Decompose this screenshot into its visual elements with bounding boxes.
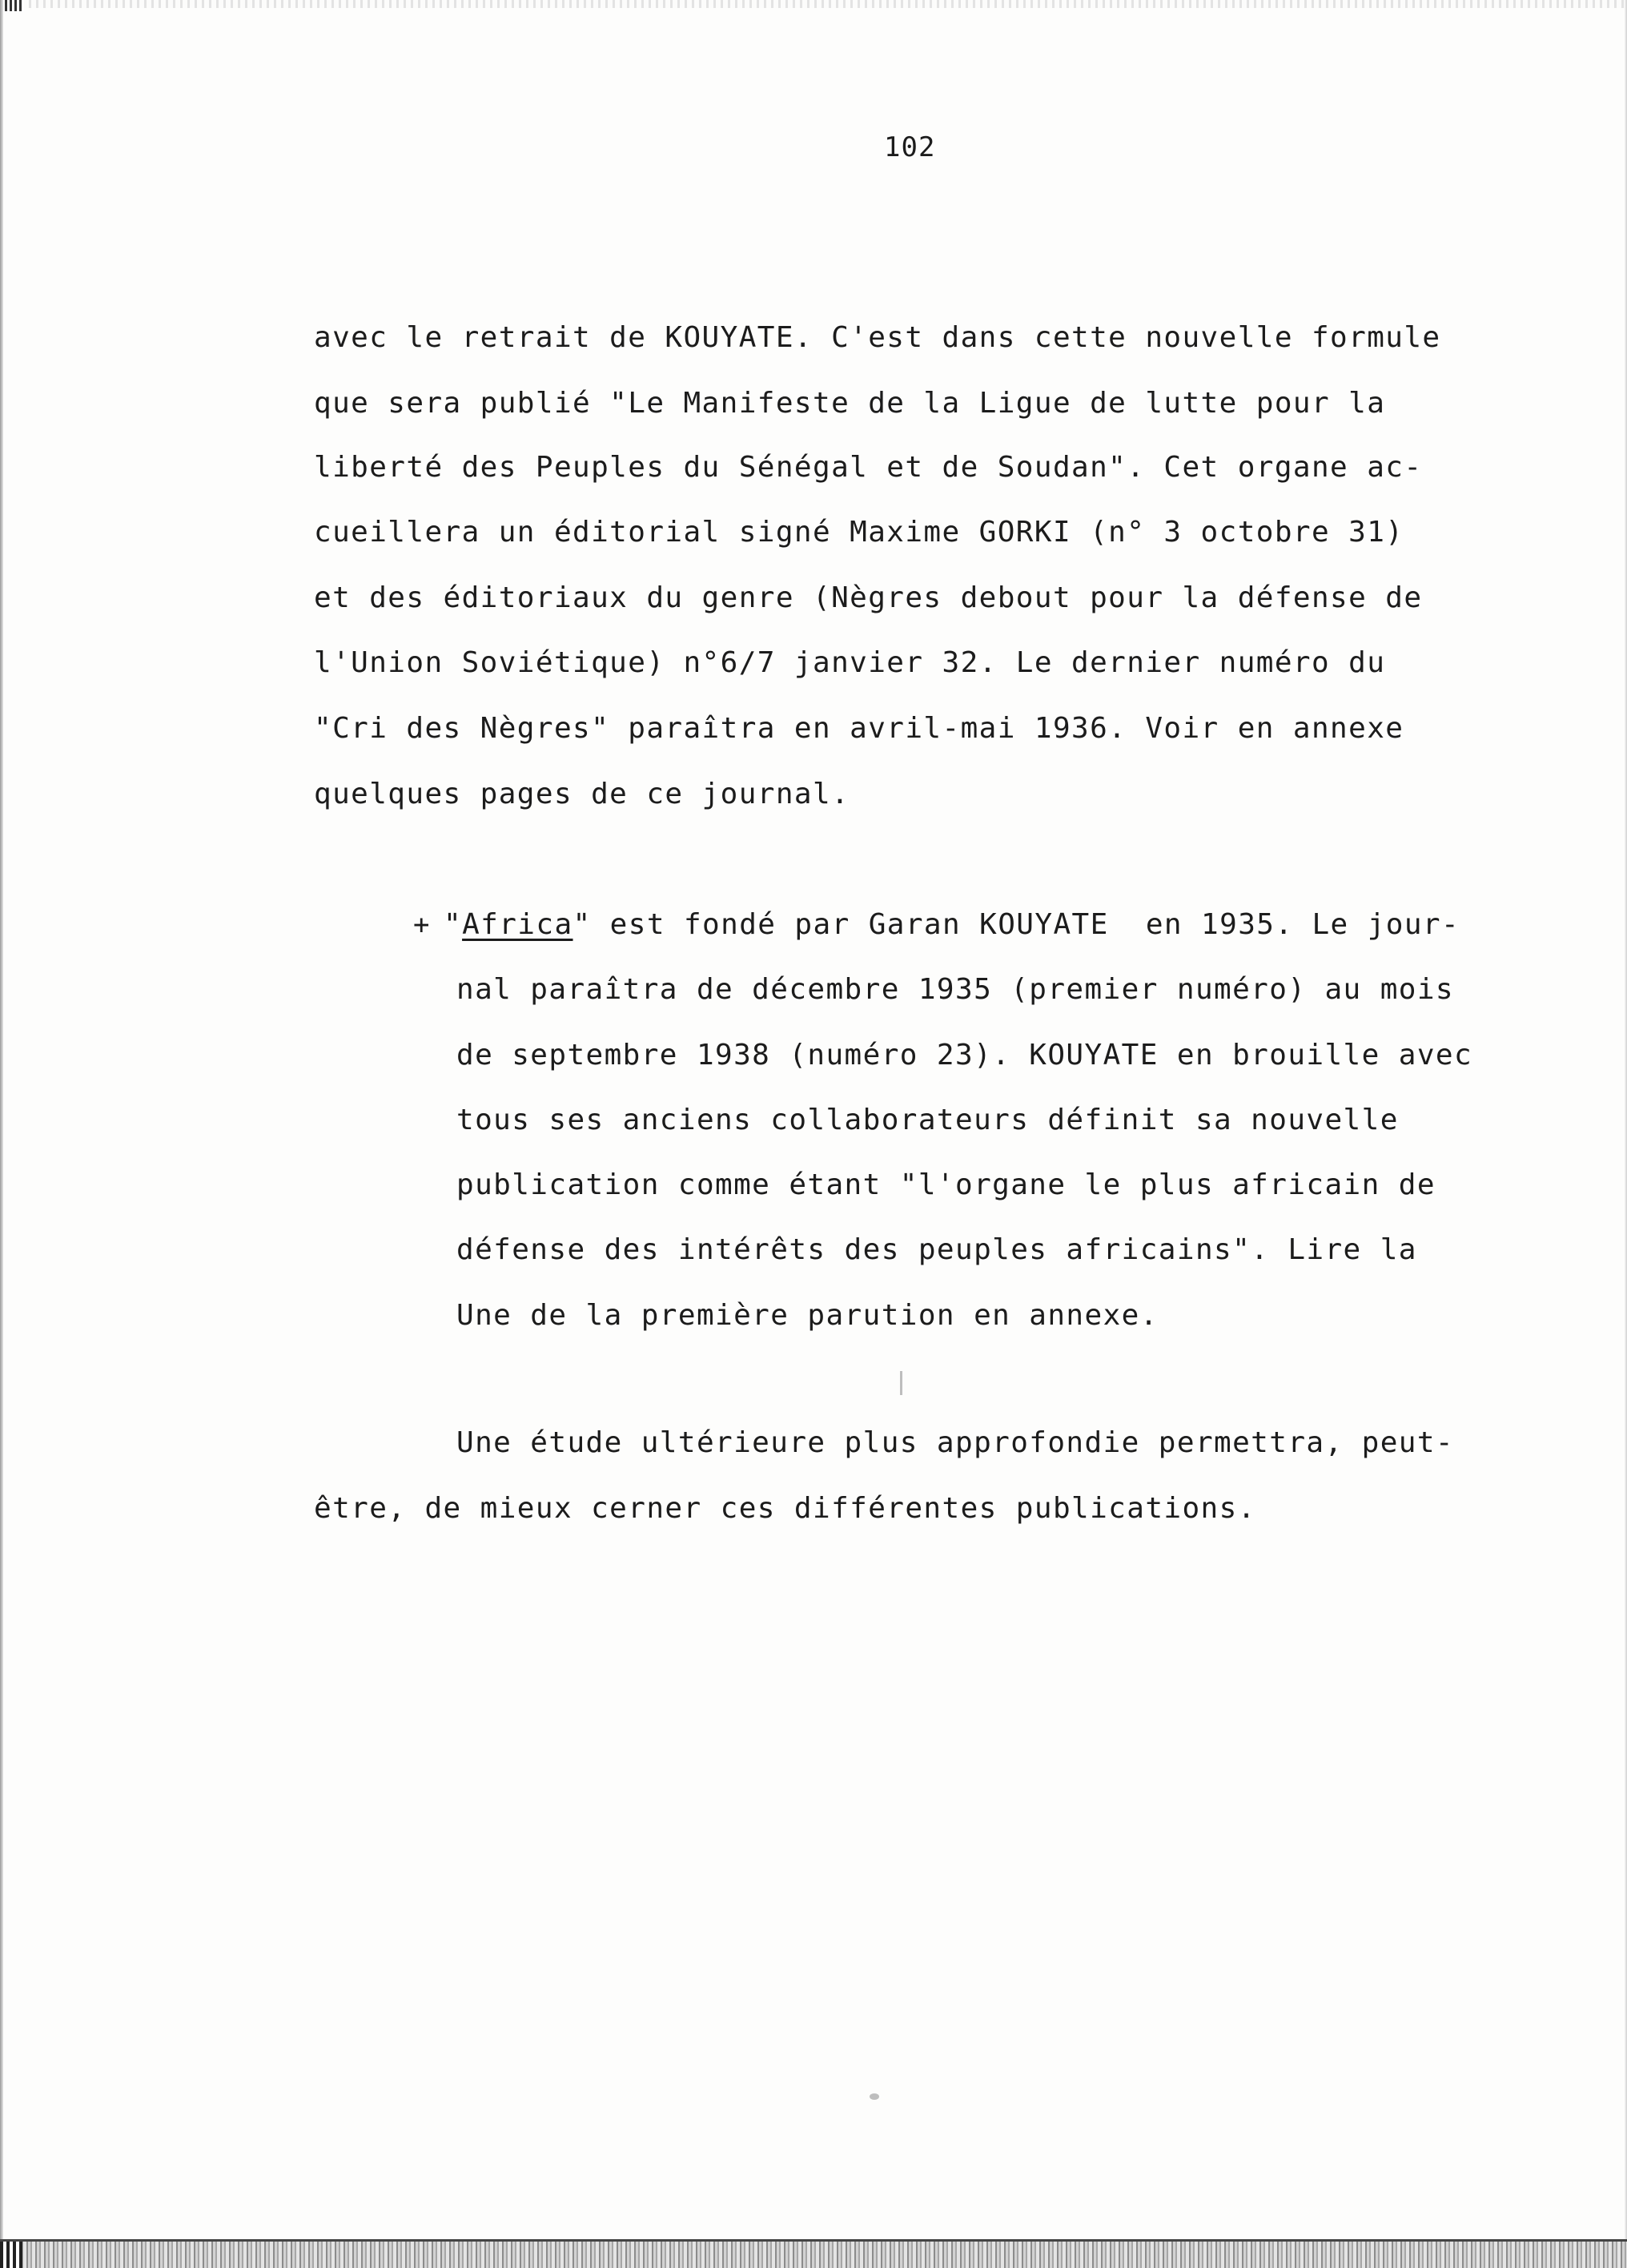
text-line: cueillera un éditorial signé Maxime GORKI (n° 3 octobre 31) [314, 516, 1404, 549]
text-line: "Cri des Nègres" paraîtra en avril-mai 1936. Voir en annexe [314, 712, 1404, 745]
scan-smudge [900, 1371, 902, 1395]
text-line: quelques pages de ce journal. [314, 778, 850, 810]
title-open-quote: " [444, 908, 463, 941]
text-line: défense des intérêts des peuples africains". Lire la [456, 1233, 1417, 1266]
text-line: Une de la première parution en annexe. [456, 1299, 1159, 1332]
bullet-marker: + [413, 909, 430, 941]
page-number: 102 [884, 131, 936, 163]
text-line: que sera publié "Le Manifeste de la Ligue de lutte pour la [314, 387, 1386, 420]
text-line: être, de mieux cerner ces différentes publications. [314, 1492, 1256, 1525]
text-line: tous ses anciens collaborateurs définit sa nouvelle [456, 1104, 1399, 1136]
scan-edge-bottom [0, 2242, 1627, 2268]
africa-title: Africa [462, 908, 573, 941]
scan-edge-left [0, 0, 3, 2268]
text-line: l'Union Soviétique) n°6/7 janvier 32. Le dernier numéro du [314, 646, 1386, 679]
text-line: et des éditoriaux du genre (Nègres debout pour la défense de [314, 581, 1423, 614]
text-line: Une étude ultérieure plus approfondie permettra, peut- [456, 1426, 1454, 1459]
text-line: nal paraîtra de décembre 1935 (premier numéro) au mois [456, 973, 1454, 1006]
text-line-first [444, 907, 1460, 943]
text-line-rest: " est fondé par Garan KOUYATE en 1935. Le jour- [572, 908, 1460, 941]
scan-mark-bottom-left [0, 2242, 22, 2268]
text-line: de septembre 1938 (numéro 23). KOUYATE en brouille avec [456, 1039, 1473, 1072]
text-line: liberté des Peuples du Sénégal et de Soudan". Cet organe ac- [314, 451, 1423, 484]
scan-smudge [870, 2093, 879, 2100]
scan-edge-top [0, 0, 1627, 8]
scan-mark-top-left [0, 0, 24, 11]
text-line: publication comme étant "l'organe le plus africain de [456, 1168, 1436, 1201]
text-line: avec le retrait de KOUYATE. C'est dans cette nouvelle formule [314, 321, 1441, 354]
